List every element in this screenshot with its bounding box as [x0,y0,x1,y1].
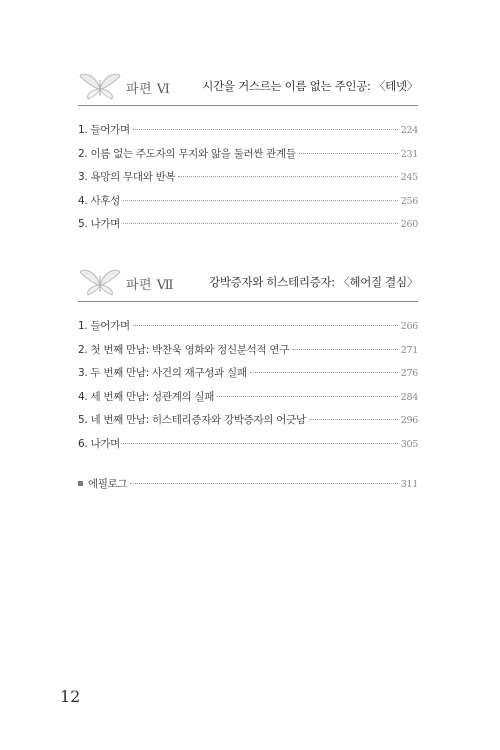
toc-item-page: 296 [400,415,418,426]
toc-item-epilogue[interactable] [78,476,418,491]
toc-item[interactable] [78,146,418,170]
toc-item[interactable] [78,216,418,240]
toc-item[interactable] [78,169,418,193]
leader-dots [309,419,398,420]
part-6-header [78,68,418,104]
toc-item-page: 266 [400,321,418,332]
toc-item-page: 245 [400,172,418,183]
leader-dots [123,223,398,224]
part-label: 파편 Ⅵ [126,82,171,97]
toc-item[interactable] [78,436,418,460]
toc-item-page: 276 [400,368,418,379]
leader-dots [217,396,398,397]
toc-item-page: 311 [400,479,418,490]
toc-item-title: 1. 들어가며 [78,320,130,332]
epilogue [78,476,418,491]
leader-dots [130,483,397,484]
toc-item-title: 4. 사후성 [78,194,120,207]
leader-dots [250,372,398,373]
toc-item-page: 260 [400,219,418,230]
part-title: 강박증자와 히스테리증자: 〈헤어질 결심〉 [209,275,418,289]
toc-item-page: 224 [400,125,418,136]
toc-item-page: 284 [400,391,418,403]
toc-item-title: 6. 나가며 [78,437,120,450]
page-number: 12 [60,687,81,706]
toc-item[interactable] [78,122,418,146]
toc-item[interactable] [78,318,418,342]
part-label: 파편 Ⅶ [126,278,175,293]
toc-item-title: 1. 들어가며 [78,124,130,136]
toc-item-title: 에필로그 [88,478,128,490]
part-7 [78,264,418,450]
toc-item-page: 305 [400,438,418,450]
toc-item-title: 5. 네 번째 만남: 히스테리증자와 강박증자의 어긋남 [78,414,306,426]
leader-dots [178,176,397,177]
toc-item[interactable] [78,342,418,366]
toc-item-title: 3. 욕망의 무대와 반복 [78,171,176,183]
toc-item-title: 2. 이름 없는 주도자의 무지와 앎을 둘러싼 관계들 [78,147,296,160]
butterfly-icon [78,68,122,102]
toc-item[interactable] [78,365,418,389]
toc-item-title: 4. 세 번째 만남: 성관계의 실패 [78,390,215,403]
toc-item-title: 5. 나가며 [78,218,120,230]
butterfly-icon [78,264,122,298]
divider [78,301,418,302]
toc-item[interactable] [78,412,418,436]
leader-dots [133,325,398,326]
toc-item[interactable] [78,389,418,413]
part-6 [78,68,418,230]
divider [78,105,418,106]
toc-item-page: 256 [400,195,418,207]
leader-dots [292,349,398,350]
leader-dots [299,153,398,154]
leader-dots [133,129,398,130]
leader-dots [123,200,398,201]
toc-item-page: 271 [400,344,418,356]
toc-item-page: 231 [400,148,418,160]
toc-list [78,122,418,240]
toc-item[interactable] [78,193,418,217]
square-bullet-icon [78,481,83,486]
toc-item-title: 2. 첫 번째 만남: 박찬욱 영화와 정신분석적 연구 [78,343,290,356]
part-title: 시간을 거스르는 이름 없는 주인공: 〈테넷〉 [202,79,418,93]
toc-list [78,318,418,459]
part-7-header [78,264,418,300]
leader-dots [123,443,398,444]
toc-item-title: 3. 두 번째 만남: 사건의 재구성과 실패 [78,367,247,379]
